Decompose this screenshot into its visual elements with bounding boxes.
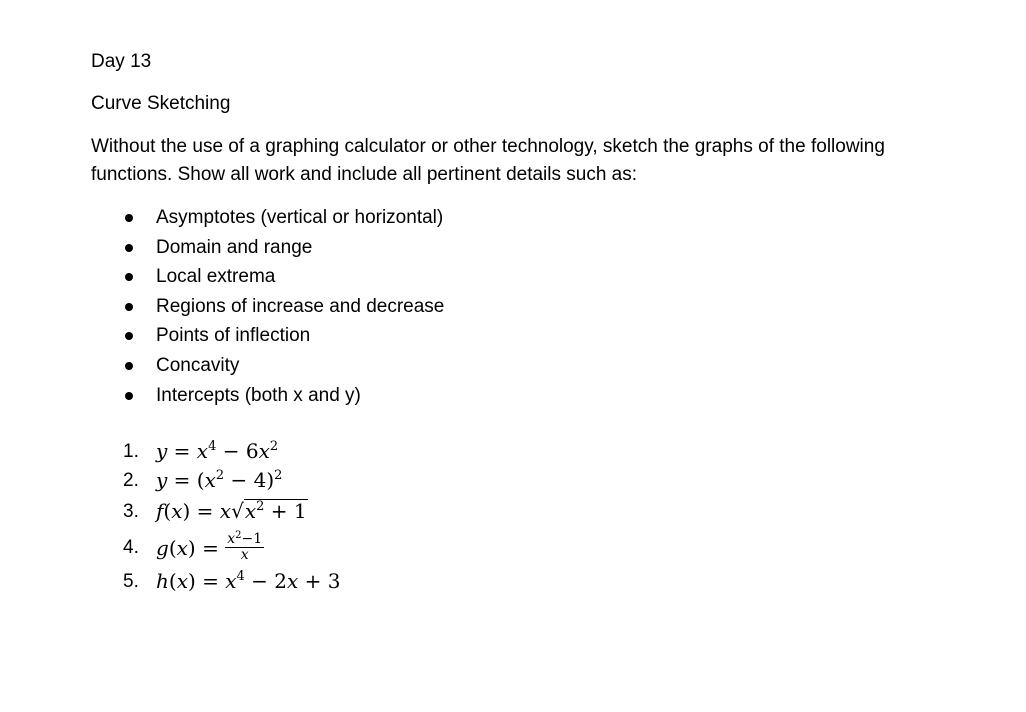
problem-number: 3. — [123, 501, 139, 522]
problem-number: 1. — [123, 441, 139, 462]
problem-number: 2. — [123, 470, 139, 491]
topic-heading: Curve Sketching — [91, 93, 231, 114]
worksheet-page: Day 13 Curve Sketching Without the use of a graphing calculator or other technology, sketch the graphs of the following functions. Show all work and include all pertinent details such as: Asymptotes (vertical or horizontal) Domain and range Local extrema Regions of increase and decrease Points of inflection Concavity Intercepts (both x and y) 1. $y = x^4 - 6x^2$ 2. $y = (x^2 - 4)^2$ 3. $f(x) = x√x^2 + 1$ 4. g(x) = $\frac{x^2-1}{x}$ 5. $h(x) = x^4 - 2x + 3$ — [0, 0, 1026, 712]
day-heading: Day 13 — [91, 51, 152, 72]
problem-number: 5. — [123, 571, 139, 592]
problem-expression: $y = x^4 - 6x^2$ — [156, 439, 279, 463]
bullet-icon — [125, 214, 133, 222]
bullet-icon — [125, 392, 133, 400]
problem-expression: $f(x) = x√x^2 + 1$ — [156, 499, 307, 523]
problem-expression: $y = (x^2 - 4)^2$ — [156, 468, 283, 492]
problem-expression: g(x) = $\frac{x^2-1}{x}$ — [156, 530, 263, 563]
square-root-symbol: $√x^2 + 1$ — [231, 499, 307, 523]
fraction: $\frac{x^2-1}{x}$ — [227, 530, 263, 563]
problem-expression: $h(x) = x^4 - 2x + 3$ — [156, 569, 341, 593]
bullet-icon — [125, 273, 133, 281]
bullet-icon — [125, 244, 133, 252]
bullet-icon — [125, 332, 133, 340]
bullet-icon — [125, 362, 133, 370]
bullet-icon — [125, 303, 133, 311]
instructions-paragraph: Without the use of a graphing calculator or other technology, sketch the graphs of the following functions. Show all work and include all pertinent details such as: — [91, 136, 885, 185]
problem-number: 4. — [123, 537, 139, 558]
